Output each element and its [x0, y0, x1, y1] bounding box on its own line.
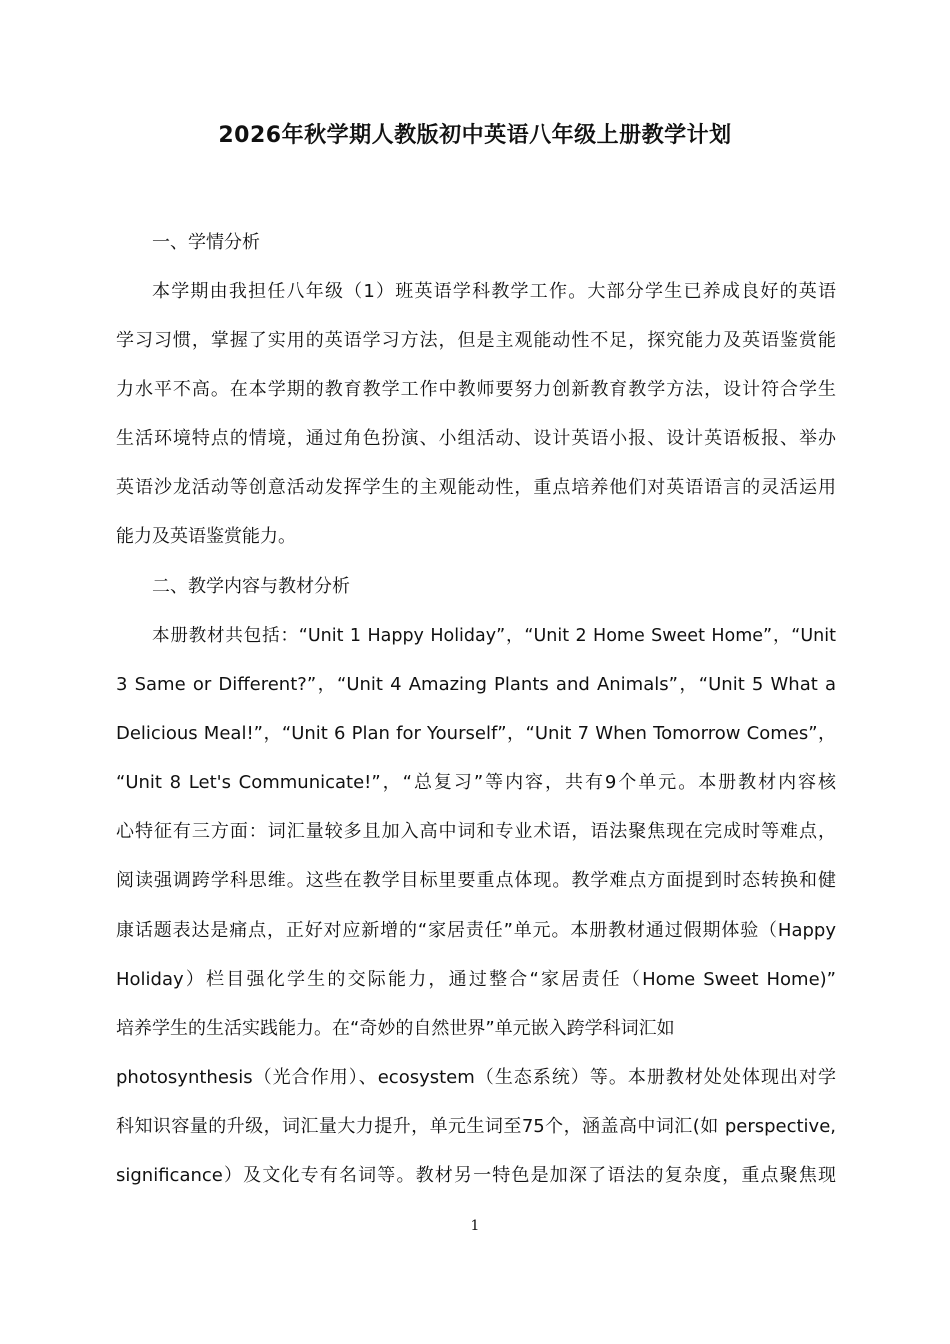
paragraph-line: “Unit 8 Let's Communicate!”，“总复习”等内容，共有9个单元。本册教材内容核	[116, 772, 836, 793]
page-number: 1	[470, 1218, 480, 1234]
paragraph-line: 力水平不高。在本学期的教育教学工作中教师要努力创新教育教学方法，设计符合学生	[116, 379, 836, 400]
paragraph-line: 本学期由我担任八年级（1）班英语学科教学工作。大部分学生已养成良好的英语	[152, 281, 836, 302]
paragraph-line: 学习习惯，掌握了实用的英语学习方法，但是主观能动性不足，探究能力及英语鉴赏能	[116, 330, 836, 351]
paragraph-line: significance）及文化专有名词等。教材另一特色是加深了语法的复杂度，重点聚焦现	[116, 1165, 836, 1186]
section-heading-content-analysis: 二、教学内容与教材分析	[152, 576, 350, 597]
paragraph-line: 心特征有三方面：词汇量较多且加入高中词和专业术语，语法聚焦现在完成时等难点，	[116, 821, 836, 842]
paragraph-line: 生活环境特点的情境，通过角色扮演、小组活动、设计英语小报、设计英语板报、举办	[116, 428, 836, 449]
paragraph-line: 培养学生的生活实践能力。在“奇妙的自然世界”单元嵌入跨学科词汇如	[116, 1018, 675, 1039]
paragraph-line: 本册教材共包括：“Unit 1 Happy Holiday”，“Unit 2 Home Sweet Home”，“Unit	[152, 626, 836, 646]
paragraph-line: Holiday）栏目强化学生的交际能力，通过整合“家居责任（Home Sweet Home)”	[116, 969, 836, 990]
paragraph-line: Delicious Meal!”，“Unit 6 Plan for Yourself”，“Unit 7 When Tomorrow Comes”，	[116, 723, 836, 744]
paragraph-line: photosynthesis（光合作用）、ecosystem（生态系统）等。本册教材处处体现出对学	[116, 1067, 836, 1088]
paragraph-line: 3 Same or Different?”，“Unit 4 Amazing Plants and Animals”，“Unit 5 What a	[116, 674, 836, 695]
paragraph-line: 能力及英语鉴赏能力。	[116, 526, 296, 547]
paragraph-line: 阅读强调跨学科思维。这些在教学目标里要重点体现。教学难点方面提到时态转换和健	[116, 870, 836, 891]
paragraph-line: 科知识容量的升级，词汇量大力提升，单元生词至75个，涵盖高中词汇(如 perspective,	[116, 1116, 836, 1137]
paragraph-line: 康话题表达是痛点，正好对应新增的“家居责任”单元。本册教材通过假期体验（Happy	[116, 920, 836, 941]
section-heading-student-analysis: 一、学情分析	[152, 232, 260, 253]
paragraph-line: 英语沙龙活动等创意活动发挥学生的主观能动性，重点培养他们对英语语言的灵活运用	[116, 477, 836, 498]
document-title: 2026年秋学期人教版初中英语八年级上册教学计划	[218, 123, 732, 148]
